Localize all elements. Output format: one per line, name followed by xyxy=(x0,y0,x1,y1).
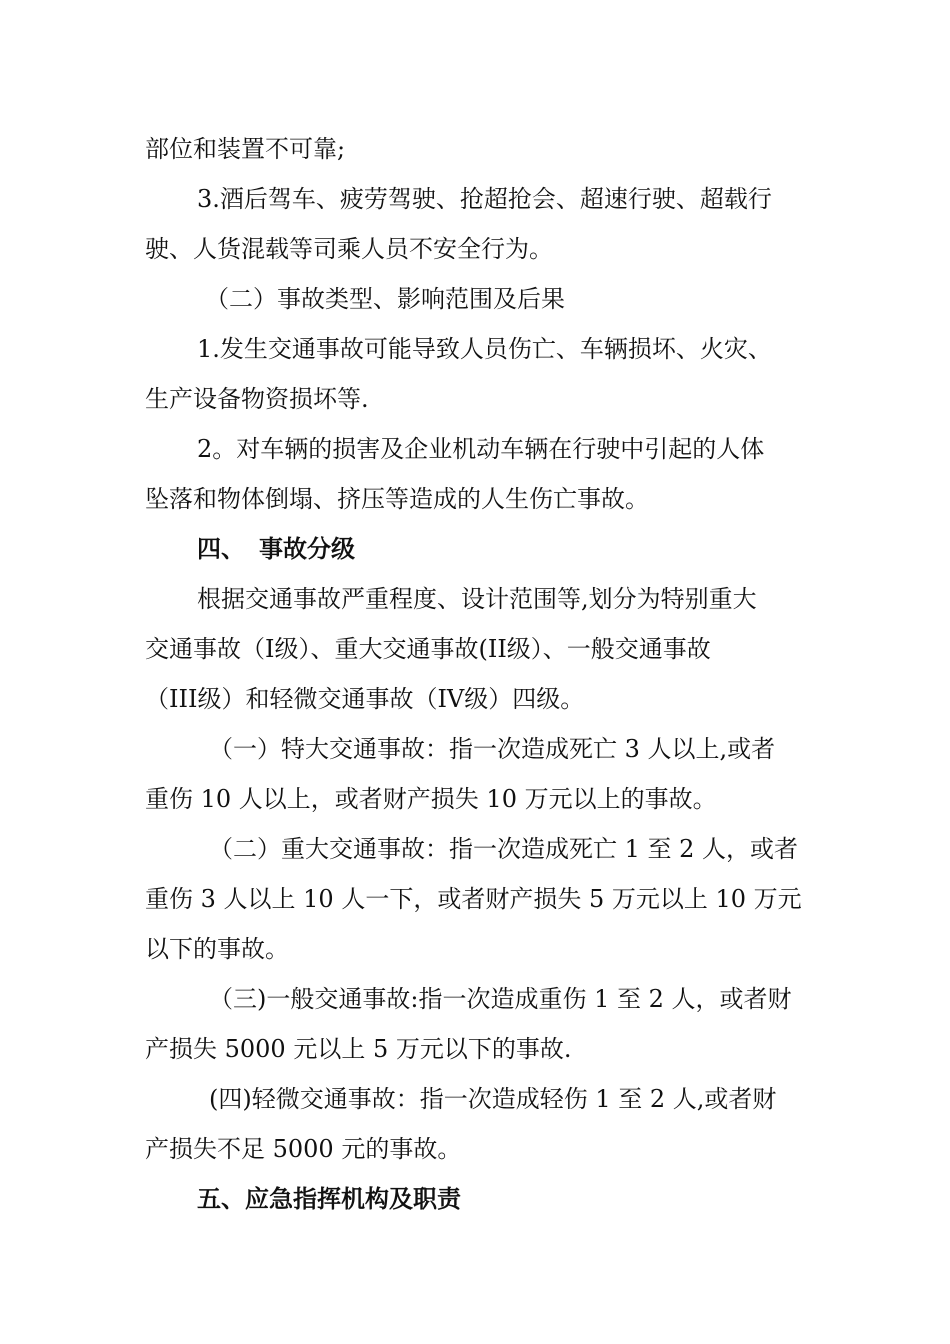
section-title: 事故分级 xyxy=(259,535,355,563)
grade-definition: (四)轻微交通事故：指一次造成轻伤 1 至 2 人,或者财 xyxy=(209,1085,777,1113)
paragraph-text: 交通事故（I级）、重大交通事故(II级）、一般交通事故 xyxy=(145,635,711,663)
subsection-heading: （二）事故类型、影响范围及后果 xyxy=(205,285,565,313)
grade-definition: 重伤 10 人以上，或者财产损失 10 万元以上的事故。 xyxy=(145,785,717,813)
paragraph-text: 部位和装置不可靠; xyxy=(145,135,346,163)
grade-definition: 产损失不足 5000 元的事故。 xyxy=(145,1135,462,1163)
paragraph-text: 生产设备物资损坏等. xyxy=(145,385,369,413)
paragraph-text: 驶、人货混载等司乘人员不安全行为。 xyxy=(145,235,553,263)
section-heading-5: 五、应急指挥机构及职责 xyxy=(197,1185,461,1213)
grade-definition: （三)一般交通事故:指一次造成重伤 1 至 2 人，或者财 xyxy=(209,985,792,1013)
paragraph-text: 坠落和物体倒塌、挤压等造成的人生伤亡事故。 xyxy=(145,485,649,513)
grade-definition: 重伤 3 人以上 10 人一下，或者财产损失 5 万元以上 10 万元 xyxy=(145,885,802,913)
grade-definition: 以下的事故。 xyxy=(145,935,289,963)
paragraph-text: 根据交通事故严重程度、设计范围等,划分为特别重大 xyxy=(197,585,757,613)
paragraph-text: 1.发生交通事故可能导致人员伤亡、车辆损坏、火灾、 xyxy=(197,335,772,363)
grade-definition: （二）重大交通事故：指一次造成死亡 1 至 2 人，或者 xyxy=(209,835,799,863)
paragraph-text: （III级）和轻微交通事故（IV级）四级。 xyxy=(145,685,585,713)
document-body xyxy=(145,124,807,1224)
paragraph-text: 2。对车辆的损害及企业机动车辆在行驶中引起的人体 xyxy=(197,435,765,463)
grade-definition: （一）特大交通事故：指一次造成死亡 3 人以上,或者 xyxy=(209,735,776,763)
section-heading-4 xyxy=(145,524,807,574)
grade-definition: 产损失 5000 元以上 5 万元以下的事故. xyxy=(145,1035,572,1063)
paragraph-text: 3.酒后驾车、疲劳驾驶、抢超抢会、超速行驶、超载行 xyxy=(197,185,772,213)
section-number: 四、 xyxy=(197,535,245,563)
